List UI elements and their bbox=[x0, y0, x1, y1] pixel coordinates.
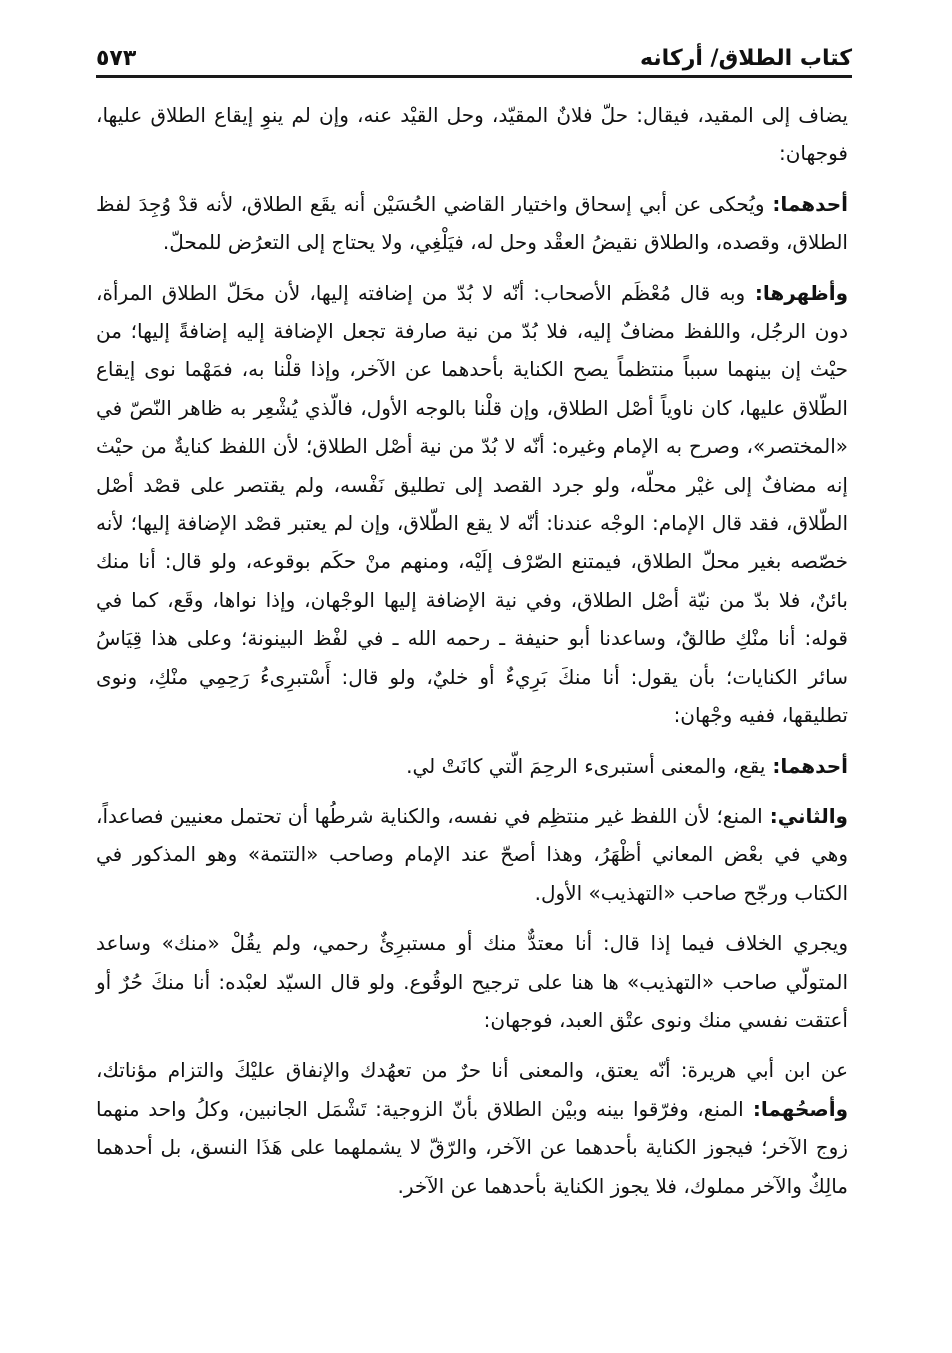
paragraph bbox=[96, 185, 848, 262]
paragraph bbox=[96, 747, 848, 785]
paragraph bbox=[96, 96, 848, 173]
page-number: ٥٧٣ bbox=[96, 46, 137, 71]
paragraph-text: المنع، وفرّقوا بينه وبيْن الطلاق بأنّ الزوجية: تَشْمَل الجانبين، وكلُ واحد منهما زوج الآخر؛ فيجوز الكناية بأحدهما عن الآخر، والرّقّ لا يشملهما على هَذَا النسق، بل أحدهما مالِكٌ والآخر مملوك، فلا يجوز الكناية بأحدهما عن الآخر. bbox=[96, 1096, 848, 1198]
running-title: كتاب الطلاق/ أركانه bbox=[640, 46, 852, 71]
paragraph-text: يقع، والمعنى أستبرىء الرحِمَ الّتي كانَتْ لي. bbox=[406, 753, 766, 778]
paragraph-lead: وأصحُهما: bbox=[743, 1096, 849, 1121]
body-text bbox=[96, 96, 848, 1313]
paragraph bbox=[96, 797, 848, 912]
paragraph bbox=[96, 1051, 848, 1205]
paragraph bbox=[96, 274, 848, 735]
page-header bbox=[96, 32, 852, 78]
paragraph bbox=[96, 924, 848, 1039]
paragraph-lead: أحدهما: bbox=[764, 191, 848, 216]
paragraph-text: يضاف إلى المقيد، فيقال: حلّ فلانٌ المقيّد، وحل القيْد عنه، وإن لم ينوِ إيقاع الطلاق عليها، فوجهان: bbox=[96, 103, 848, 166]
paragraph-text: وبه قال مُعْظَم الأصحاب: أنّه لا بُدّ من إضافته إليها، لأن محَلّ الطلاق المرأة، دون الرجُل، واللفظ مضافٌ إليه، فلا بُدّ من نية صارفة تجعل الإضافة إليه إضافةً إليها؛ من حيْث إن بينهما سبباً منتظماً يصح الكناية بأحدهما عن الآخر، وإذا قلْنا به، فمَهْما نوى إيقاع الطّلاق عليها، كان ناوياً أصْل الطلاق، وإن قلْنا بالوجه الأول، فالّذي يُشْعِر به ظاهر النّصّ في «المختصر»، وصرح به الإمام وغيره: أنّه لا بُدّ من نية أصْل الطلاق؛ لأن اللفظ كنايةٌ من حيْث إنه مضافٌ إلى غيْر محلّه، ولو جرد القصد إلى تطليق نَفْسه، ولم يقتصر على قصْد أصْل الطّلاق، فقد قال الإمام: الوجْه عندنا: أنّه لا يقع الطّلاق، وإن لم يعتبر قصْد الإضافة إليها؛ لأنه خصّصه بغير محلّ الطلاق، فيمتنع الصّرْف إلَيْه، ومنهم منْ حكَم بوقوعه، ولو قال: أنا منك بائنٌ، فلا بدّ من نيّة أصْل الطلاق، وفي نية الإضافة إليها الوجْهان، وإذا نواها، وقَع، كما في قوله: أنا منْكِ طالقٌ، وساعدنا أبو حنيفة ـ رحمه الله ـ في لفْظ البينونة؛ وعلى هذا قِيَاسُ سائر الكنايات؛ بأن يقول: أنا منكَ بَرِيءٌ أو خليٌ، ولو قال: أَسْتبرِىءُ رَحِمِي منْكِ، ونوى تطليقها، ففيه وجْهان: bbox=[96, 280, 848, 728]
paragraph-text: ويُحكى عن أبي إسحاق واختيار القاضي الحُسَيْن أنه يقَع الطلاق، لأنه قدْ وُجِدَ لفظ الطلاق، وقصده، والطلاق نقيضُ العقْد وحل له، فيَلْغِي، ولا يحتاج إلى التعرُض للمحلّ. bbox=[96, 191, 848, 255]
paragraph-lead: والثاني: bbox=[762, 803, 848, 828]
paragraph-lead: أحدهما: bbox=[765, 753, 848, 778]
paragraph-lead: وأظهرها: bbox=[745, 280, 849, 305]
paragraph-text: عن ابن أبي هريرة: أنّه يعتق، والمعنى أنا حرٌ من تعهُدك والإنفاق عليْكَ والتزام مؤناتك، bbox=[96, 1058, 848, 1083]
paragraph-text: المنع؛ لأن اللفظ غير منتظِم في نفسه، والكناية شرطُها أن تحتمل معنيين فصاعداً، وهي في بعْض المعاني أظْهَرُ، وهذا أصحّ عند الإمام وصاحب «التتمة» وهو المذكور في الكتاب ورجّح صاحب «التهذيب» الأول. bbox=[96, 803, 848, 905]
paragraph-text: ويجري الخلاف فيما إذا قال: أنا معتدٌّ منك أو مستبرِئٌ رحمي، ولم يقُلْ «منك» وساعد المتولّي صاحب «التهذيب» ها هنا على ترجيح الوقُوع. ولو قال السيّد لعبْده: أنا منكَ حُرٌ أو أعتقت نفسي منك ونوى عتْق العبد، فوجهان: bbox=[96, 931, 848, 1032]
